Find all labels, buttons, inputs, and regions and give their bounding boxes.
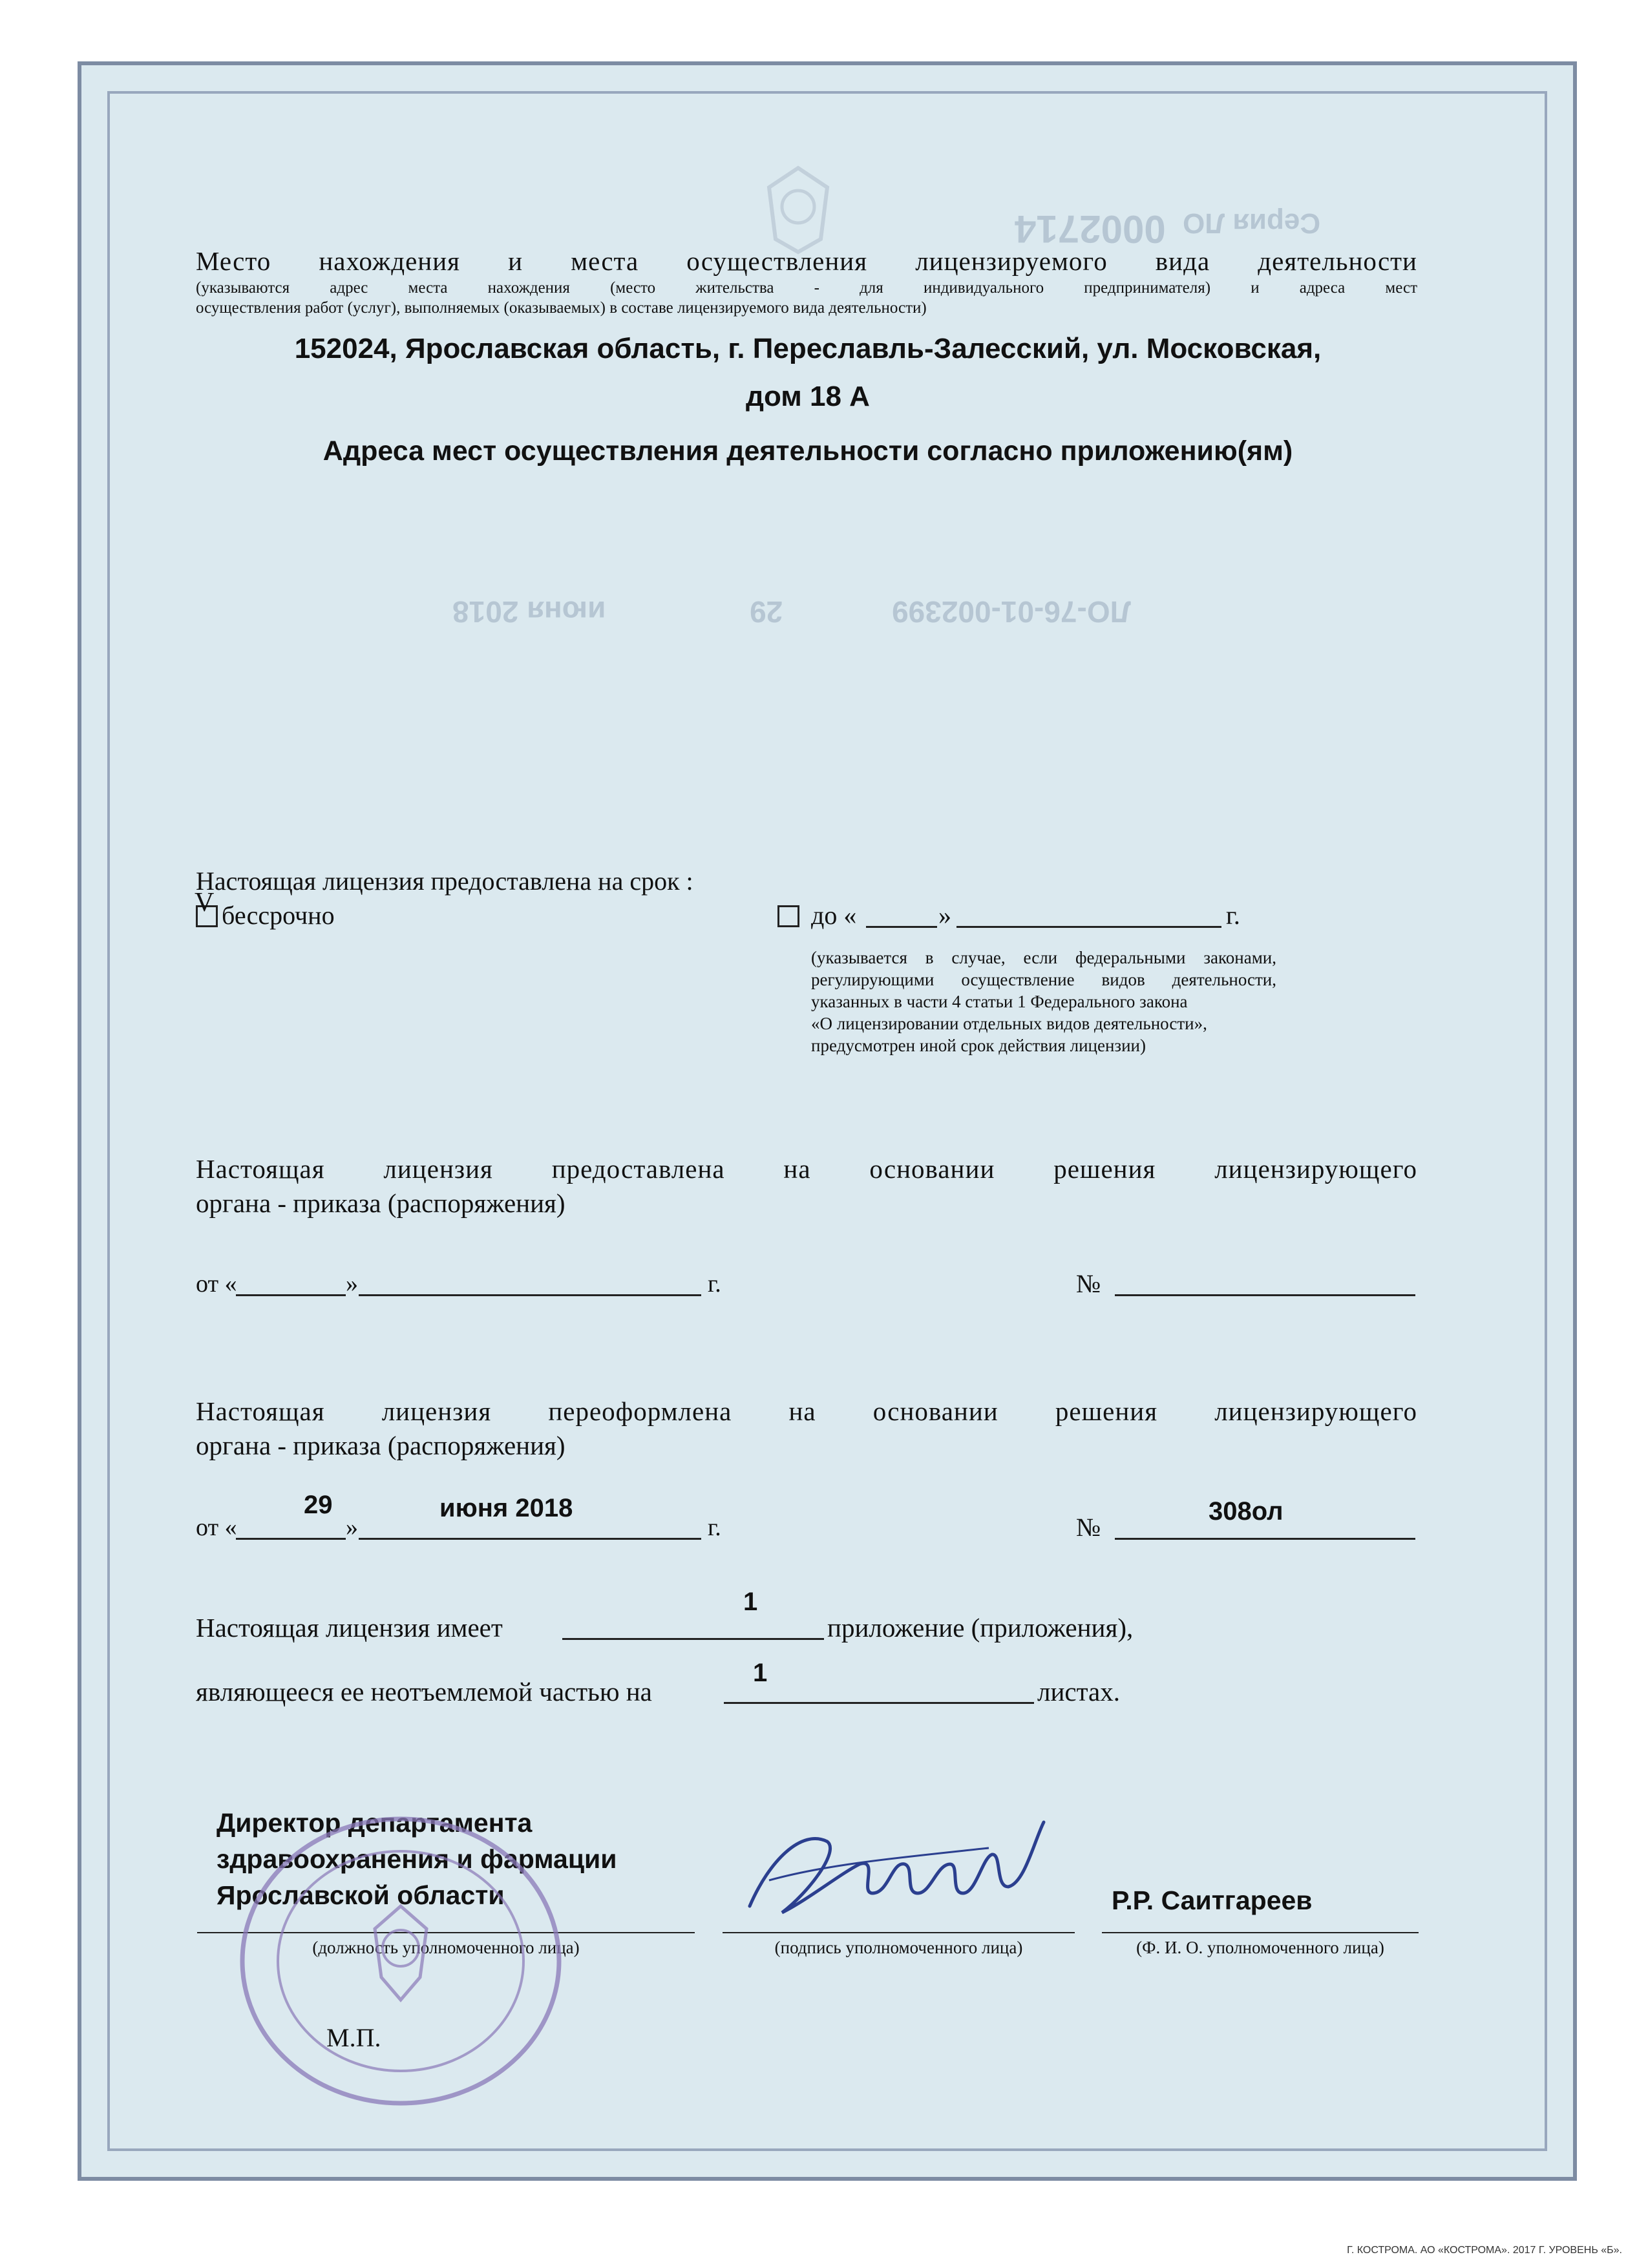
location-note-2: осуществления работ (услуг), выполняемых (оказываемых) в составе лицензируемого вида деятельности) bbox=[196, 299, 927, 317]
watermark-date-day: 29 bbox=[750, 595, 783, 629]
basis-date-suffix: г. bbox=[708, 1270, 721, 1297]
reissue-line-1: Настоящая лицензия переоформлена на основании решения лицензирующего bbox=[196, 1396, 1417, 1426]
basis-line-1: Настоящая лицензия предоставлена на основании решения лицензирующего bbox=[196, 1154, 1417, 1184]
term-note-line-4: «О лицензировании отдельных видов деятельности», bbox=[811, 1014, 1207, 1033]
places-note: Адреса мест осуществления деятельности согласно приложению(ям) bbox=[322, 436, 1293, 467]
reissue-number-prefix: № bbox=[1076, 1513, 1101, 1542]
watermark-serial: 0002714 bbox=[1015, 207, 1166, 251]
watermark-license-number: ЛО-76-01-002399 bbox=[892, 595, 1131, 629]
until-date-checkbox[interactable] bbox=[777, 905, 799, 927]
reissue-number-field[interactable] bbox=[1115, 1538, 1415, 1540]
caption-position: (должность уполномоченного лица) bbox=[312, 1938, 580, 1957]
appendix-sheets: 1 bbox=[753, 1659, 768, 1687]
until-month-field[interactable] bbox=[956, 926, 1221, 928]
reissue-day: 29 bbox=[304, 1491, 333, 1519]
unlimited-label: бессрочно bbox=[222, 901, 335, 930]
basis-month-field[interactable] bbox=[359, 1294, 701, 1296]
caption-signature: (подпись уполномоченного лица) bbox=[774, 1938, 1023, 1957]
location-title: Место нахождения и места осуществления лицензируемого вида деятельности bbox=[196, 246, 1417, 276]
basis-day-field[interactable] bbox=[236, 1294, 346, 1296]
printer-note: Г. КОСТРОМА. АО «КОСТРОМА». 2017 Г. УРОВЕНЬ «Б». bbox=[1347, 2245, 1622, 2256]
basis-date-mid: » bbox=[346, 1270, 358, 1297]
caption-name: (Ф. И. О. уполномоченного лица) bbox=[1136, 1938, 1384, 1957]
location-note-1: (указываются адрес места нахождения (место жительства - для индивидуального предпринимателя) и адреса мест bbox=[196, 279, 1417, 297]
emblem-watermark-icon bbox=[750, 162, 847, 258]
reissue-date-mid: » bbox=[346, 1514, 358, 1541]
watermark-series: Серия ЛО bbox=[1183, 207, 1321, 239]
appendix-count: 1 bbox=[743, 1588, 758, 1616]
reissue-number: 308ол bbox=[1209, 1497, 1284, 1526]
reissue-date-prefix: от « bbox=[196, 1514, 237, 1541]
appendix-has-suffix: приложение (приложения), bbox=[827, 1613, 1134, 1643]
appendix-sheets-field[interactable] bbox=[724, 1702, 1034, 1704]
until-suffix: г. bbox=[1226, 901, 1240, 930]
until-day-field[interactable] bbox=[866, 926, 937, 928]
check-mark: V bbox=[195, 888, 215, 918]
term-label: Настоящая лицензия предоставлена на срок : bbox=[196, 866, 693, 896]
stamp-place-label: М.П. bbox=[326, 2023, 381, 2052]
basis-line-2: органа - приказа (распоряжения) bbox=[196, 1188, 565, 1218]
name-line bbox=[1102, 1932, 1419, 1933]
reissue-day-field[interactable] bbox=[236, 1538, 346, 1540]
handwritten-signature-icon bbox=[730, 1803, 1053, 1938]
term-note-line-5: предусмотрен иной срок действия лицензии) bbox=[811, 1036, 1146, 1055]
official-position-line-3: Ярославской области bbox=[217, 1880, 505, 1910]
watermark-date: июня 2018 bbox=[452, 595, 606, 629]
official-position-line-1: Директор департамента bbox=[217, 1808, 533, 1838]
official-position-line-2: здравоохранения и фармации bbox=[217, 1844, 617, 1874]
appendix-has-prefix: Настоящая лицензия имеет bbox=[196, 1613, 503, 1643]
basis-number-prefix: № bbox=[1076, 1269, 1101, 1298]
appendix-part-suffix: листах. bbox=[1037, 1677, 1120, 1706]
reissue-month-field[interactable] bbox=[359, 1538, 701, 1540]
appendix-part-prefix: являющееся ее неотъемлемой частью на bbox=[196, 1677, 652, 1706]
official-stamp-icon bbox=[220, 1809, 582, 2113]
reissue-date-suffix: г. bbox=[708, 1514, 721, 1541]
term-note-line-1: (указывается в случае, если федеральными законами, bbox=[811, 948, 1276, 967]
basis-date-prefix: от « bbox=[196, 1270, 237, 1297]
term-note-line-2: регулирующими осуществление видов деятельности, bbox=[811, 970, 1276, 989]
term-note-line-3: указанных в части 4 статьи 1 Федерального закона bbox=[811, 992, 1188, 1011]
address-line-1: 152024, Ярославская область, г. Переславль-Залесский, ул. Московская, bbox=[294, 333, 1322, 364]
reissue-line-2: органа - приказа (распоряжения) bbox=[196, 1431, 565, 1460]
reissue-month-year: июня 2018 bbox=[439, 1494, 573, 1522]
official-name: Р.Р. Саитгареев bbox=[1112, 1885, 1313, 1915]
address-line-2: дом 18 А bbox=[746, 381, 870, 412]
basis-number-field[interactable] bbox=[1115, 1294, 1415, 1296]
until-mid: » bbox=[938, 901, 951, 930]
until-prefix: до « bbox=[811, 901, 857, 930]
appendix-count-field[interactable] bbox=[562, 1638, 824, 1640]
